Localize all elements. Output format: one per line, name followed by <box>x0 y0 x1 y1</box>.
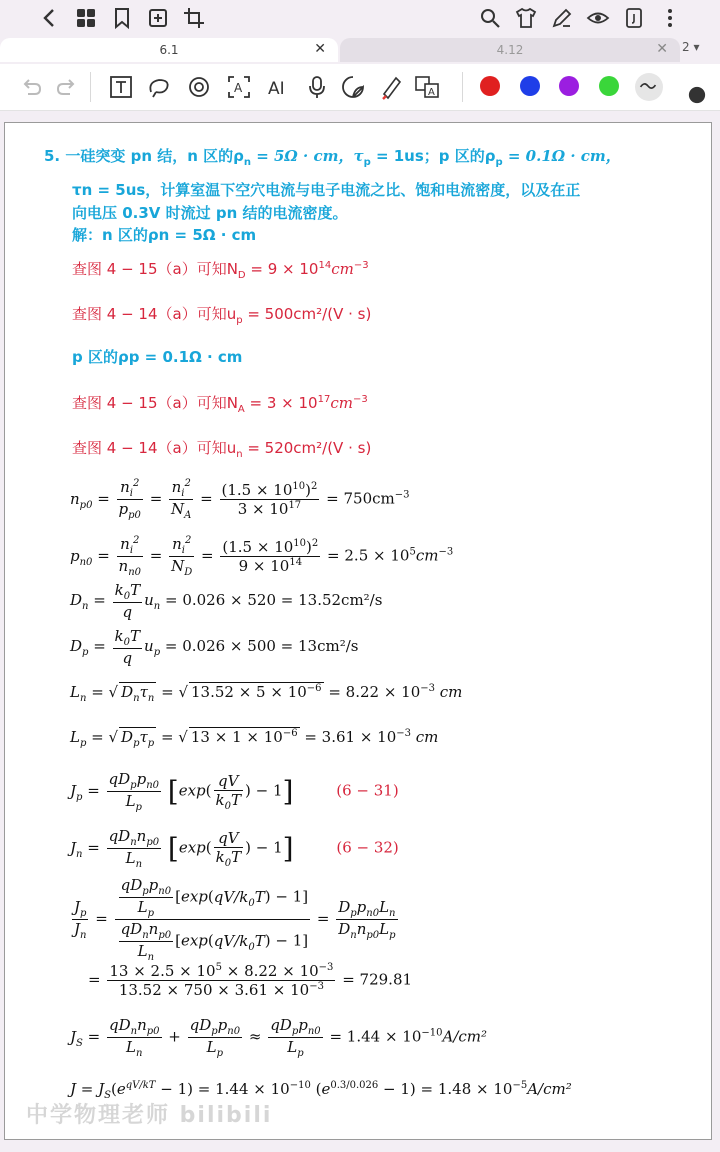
shirt-icon[interactable] <box>514 6 538 30</box>
pen-edit-icon[interactable] <box>550 6 574 30</box>
tab-count-dropdown[interactable]: 2 ▾ <box>682 40 700 54</box>
shape-icon[interactable] <box>186 74 212 100</box>
problem-line-3: 向电压 0.3V 时流过 pn 结的电流密度。 <box>72 204 348 222</box>
color-purple-swatch[interactable] <box>559 76 579 96</box>
tab-strip <box>0 36 720 64</box>
redo-icon[interactable] <box>54 74 80 100</box>
add-page-icon[interactable] <box>146 6 170 30</box>
equation-number: (6 − 32) <box>336 838 399 857</box>
equation-jp: $J_p$ = $\frac{qD_pp_{n0}}{L_p}$ [exp( $\frac{qV}{k_0T}$ ) − 1] (6 − 31) <box>70 770 399 813</box>
text-tool-icon[interactable] <box>108 74 134 100</box>
equation-lp: $L_p$ = √ $D_p\tau_p$ = √ $13 \times 1 \times 10^{-6} = 3.61 \times 10^{-3}$ cm <box>70 728 439 749</box>
equation-number: (6 − 31) <box>336 781 399 800</box>
tab-inactive[interactable] <box>340 38 680 62</box>
equation-j: $J = J_S(e^{qV/kT} - 1) = 1.44 \times 10^{-10}$ $(e^{0.3/0.026} - 1) = 1.48 \times 10^{-5}A/cm^2$ <box>70 1080 572 1101</box>
grid-icon[interactable] <box>74 6 98 30</box>
undo-icon[interactable] <box>18 74 44 100</box>
tab-active[interactable] <box>0 38 338 62</box>
highlighter-icon[interactable] <box>378 74 404 100</box>
divider <box>462 72 463 102</box>
svg-text:A: A <box>428 87 435 98</box>
equation-js: $J_S$ = $\frac{qD_nn_{p0}}{L_n}$ + $\frac{qD_pp_{n0}}{L_p}$ ≈ $\frac{qD_pp_{n0}}{L_p}$ = $1.44 \times 10^{-10}A$/cm² <box>70 1016 488 1059</box>
close-icon[interactable]: ✕ <box>656 41 668 57</box>
stroke-size-icon[interactable] <box>684 82 692 90</box>
lasso-icon[interactable] <box>146 74 172 100</box>
watermark: 中学物理老师 bilibili <box>26 1103 273 1128</box>
equation-ratio: $\frac{J_p}{J_n}$ = $\frac{qD_pp_{n0}}{L_p}$ $[\exp(qV/k_0T) - 1]$ $\frac{qD_nn_{p0}}{L_n}$ $[\exp(qV/k_0T) - 1]$ = $\frac{D_pp_{n0}L_n}{D_nn_{p0}L_p}$ <box>74 876 396 963</box>
color-red-swatch[interactable] <box>480 76 500 96</box>
problem-line-4: 解：n 区的ρn = 5Ω · cm <box>72 226 257 244</box>
back-icon[interactable] <box>38 6 62 30</box>
close-icon[interactable]: ✕ <box>314 41 326 57</box>
lookup-nd: 查图 4 − 15（a）可知$N_D = 9 \times 10^{14}cm^{-3}$ <box>72 260 369 281</box>
color-blue-swatch[interactable] <box>520 76 540 96</box>
tab-title: 4.12 <box>496 43 524 57</box>
translate-icon[interactable] <box>414 74 440 100</box>
ocr-icon[interactable] <box>226 74 252 100</box>
tab-title: 6.1 <box>159 43 179 57</box>
color-green-swatch[interactable] <box>599 76 619 96</box>
app-top-bar <box>0 0 720 36</box>
lookup-na: 查图 4 − 15（a）可知$N_A = 3 \times 10^{17}cm^{-3}$ <box>72 394 368 415</box>
equation-dn: $D_n$ = $\frac{k_0T}{q}$ $u_n = 0.026 \times 520 = 13.52cm^2/s$ <box>70 581 383 621</box>
lookup-up: 查图 4 − 14（a）可知$u_p = 500cm^2/(V \cdot s)$ <box>72 305 372 326</box>
equation-pn0: $p_{n0}$ = $\frac{n_i^2}{n_{n0}}$ = $\frac{n_i^2}{N_D}$ = $\frac{(1.5 \times 10^{10})^2}{9 \times 10^{14}}$ = $2.5 \times 10^5cm^{-3}$ <box>70 535 454 578</box>
drawing-toolbar <box>0 64 720 111</box>
equation-ratio-value: = $\frac{13 \times 2.5 \times 10^5 \times 8.22 \times 10^{-3}}{13.52 \times 750 \times 3.61 \times 10^{-3}}$ = 729.81 <box>88 962 413 999</box>
problem-line-1: 5. 一硅突变 pn 结，n 区的$\rho_n = 5\Omega$ · cm，$\tau_p = 1us$；p 区的$\rho_p = 0.1\Omega$ · cm， <box>44 147 621 168</box>
search-icon[interactable] <box>478 6 502 30</box>
bookmark-icon[interactable] <box>110 6 134 30</box>
equation-np0: $n_{p0}$ = $\frac{n_i^2}{p_{p0}}$ = $\frac{n_i^2}{N_A}$ = $\frac{(1.5 \times 10^{10})^2}{3 \times 10^{17}}$ = $750cm^{-3}$ <box>70 478 410 521</box>
equation-ln: $L_n$ = √ $D_n\tau_n$ = √ $13.52 \times 5 \times 10^{-6} = 8.22 \times 10^{-3}$ cm <box>70 683 463 704</box>
svg-text:A: A <box>234 81 243 95</box>
more-vertical-icon[interactable] <box>658 6 682 30</box>
eye-icon[interactable] <box>586 6 610 30</box>
ai-icon[interactable] <box>266 74 292 100</box>
equation-jn: $J_n$ = $\frac{qD_nn_{p0}}{L_n}$ [exp( $\frac{qV}{k_0T}$ ) − 1] (6 − 32) <box>70 827 399 870</box>
svg-text:AI: AI <box>268 79 285 99</box>
p-region-rho: p 区的ρp = 0.1Ω · cm <box>72 348 243 366</box>
equation-dp: $D_p$ = $\frac{k_0T}{q}$ $u_p = 0.026 \times 500 = 13cm^2/s$ <box>70 627 359 667</box>
lookup-un: 查图 4 − 14（a）可知$u_n = 520cm^2/(V \cdot s)$ <box>72 439 372 460</box>
divider <box>90 72 91 102</box>
page-mode-icon[interactable] <box>622 6 646 30</box>
problem-line-2: τn = 5us，计算室温下空穴电流与电子电流之比、饱和电流密度，以及在正 <box>72 181 581 199</box>
crop-icon[interactable] <box>182 6 206 30</box>
mic-icon[interactable] <box>304 74 330 100</box>
stroke-style-icon[interactable] <box>635 73 663 101</box>
sticker-icon[interactable] <box>340 74 366 100</box>
